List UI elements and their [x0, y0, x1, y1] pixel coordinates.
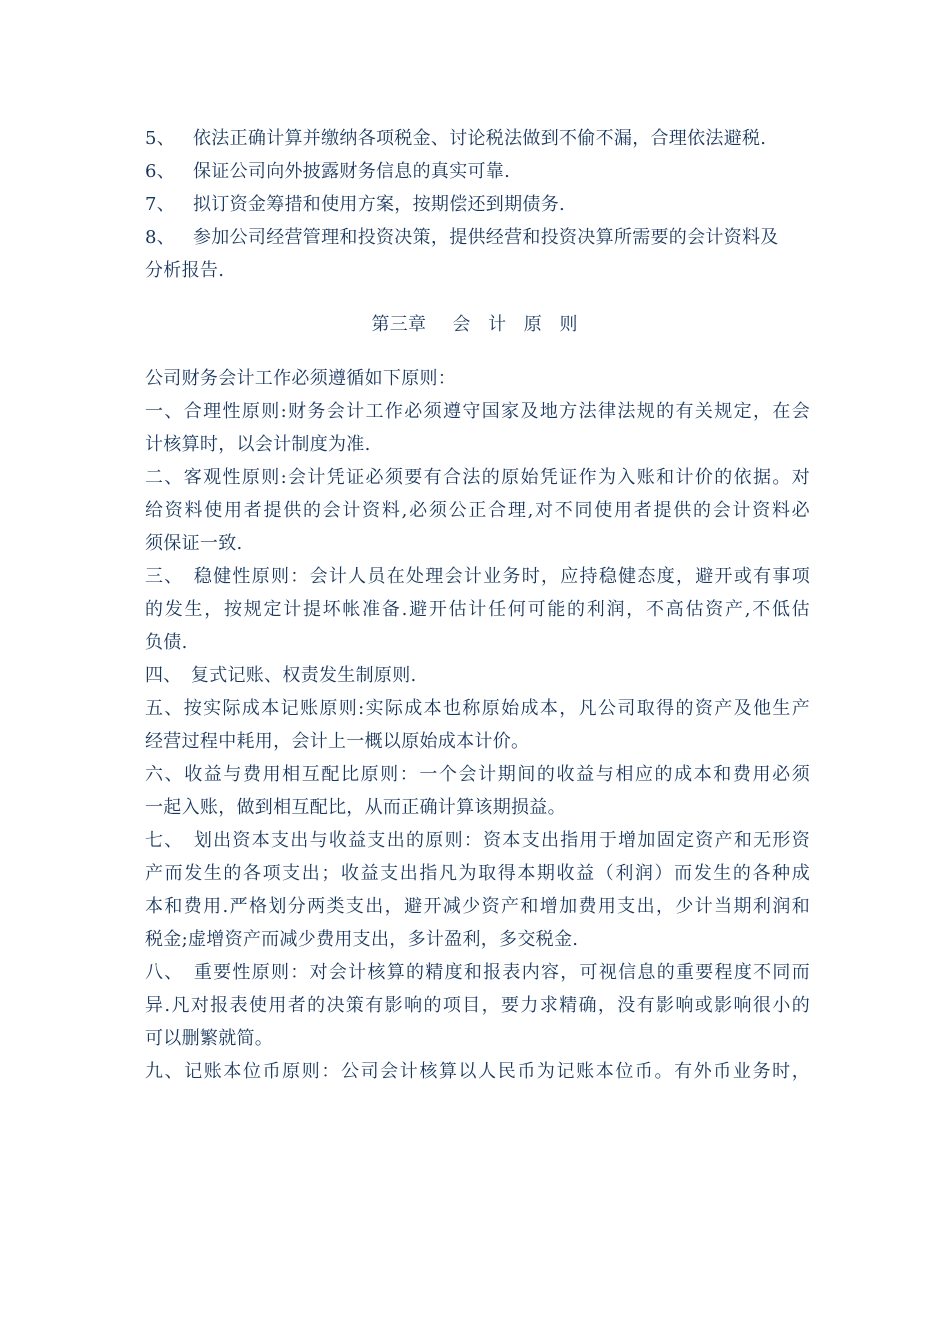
principle-line: 九、记账本位币原则：公司会计核算以人民币为记账本位币。有外币业务时，	[145, 1061, 810, 1082]
principle-line: 四、 复式记账、权责发生制原则.	[145, 665, 417, 686]
duty-item-7	[145, 188, 810, 221]
chapter-heading	[145, 308, 810, 341]
duty-text: 拟订资金筹措和使用方案，按期偿还到期债务.	[193, 194, 566, 215]
principle-list	[145, 395, 810, 1088]
principle-1	[145, 395, 810, 461]
principle-line: 的发生，按规定计提坏帐准备.避开估计任何可能的利润，不高估资产,不低估	[145, 599, 810, 620]
principle-line: 八、 重要性原则：对会计核算的精度和报表内容，可视信息的重要程度不同而	[145, 962, 810, 983]
principle-9	[145, 1055, 810, 1088]
duty-number: 5、	[145, 128, 176, 149]
principle-line: 税金;虚增资产而减少费用支出，多计盈利，多交税金.	[145, 929, 579, 950]
principle-line: 一、合理性原则:财务会计工作必须遵守国家及地方法律法规的有关规定，在会	[145, 401, 810, 422]
principle-line: 异.凡对报表使用者的决策有影响的项目，要力求精确，没有影响或影响很小的	[145, 995, 810, 1016]
principle-line: 经营过程中耗用，会计上一概以原始成本计价。	[145, 731, 530, 752]
principle-line: 须保证一致.	[145, 533, 243, 554]
duty-number: 8、	[145, 227, 176, 248]
principle-line: 可以删繁就简。	[145, 1028, 274, 1049]
document-body	[145, 122, 810, 1088]
principle-line: 五、按实际成本记账原则:实际成本也称原始成本，凡公司取得的资产及他生产	[145, 698, 810, 719]
principle-7	[145, 824, 810, 956]
duty-text: 保证公司向外披露财务信息的真实可靠.	[193, 161, 511, 182]
principle-4	[145, 659, 810, 692]
chapter-number: 第三章	[371, 314, 427, 335]
principle-8	[145, 956, 810, 1055]
duty-item-5	[145, 122, 810, 155]
principle-line: 负债.	[145, 632, 188, 653]
duty-text: 参加公司经营管理和投资决策，提供经营和投资决算所需要的会计资料及	[193, 227, 779, 248]
principle-line: 二、客观性原则:会计凭证必须要有合法的原始凭证作为入账和计价的依据。对	[145, 467, 810, 488]
duty-item-8-continued: 分析报告.	[145, 260, 225, 281]
principle-6	[145, 758, 810, 824]
duty-number: 7、	[145, 194, 176, 215]
principle-line: 三、 稳健性原则：会计人员在处理会计业务时，应持稳健态度，避开或有事项	[145, 566, 810, 587]
principle-line: 给资料使用者提供的会计资料,必须公正合理,对不同使用者提供的会计资料必	[145, 500, 810, 521]
principle-5	[145, 692, 810, 758]
principle-2	[145, 461, 810, 560]
principle-3	[145, 560, 810, 659]
intro-text: 公司财务会计工作必须遵循如下原则：	[145, 368, 457, 389]
duty-text: 依法正确计算并缴纳各项税金、讨论税法做到不偷不漏，合理依法避税.	[193, 128, 767, 149]
principle-line: 本和费用.严格划分两类支出，避开减少资产和增加费用支出，少计当期利润和	[145, 896, 810, 917]
duty-item-6	[145, 155, 810, 188]
principle-line: 一起入账，做到相互配比，从而正确计算该期损益。	[145, 797, 566, 818]
principle-line: 七、 划出资本支出与收益支出的原则：资本支出指用于增加固定资产和无形资	[145, 830, 810, 851]
duty-item-8	[145, 221, 810, 254]
principle-line: 计核算时，以会计制度为准.	[145, 434, 371, 455]
duty-list	[145, 122, 810, 287]
principle-line: 六、收益与费用相互配比原则：一个会计期间的收益与相应的成本和费用必须	[145, 764, 810, 785]
principle-line: 产而发生的各项支出；收益支出指凡为取得本期收益（利润）而发生的各种成	[145, 863, 810, 884]
chapter-title: 会 计 原 则	[452, 314, 584, 335]
duty-number: 6、	[145, 161, 176, 182]
